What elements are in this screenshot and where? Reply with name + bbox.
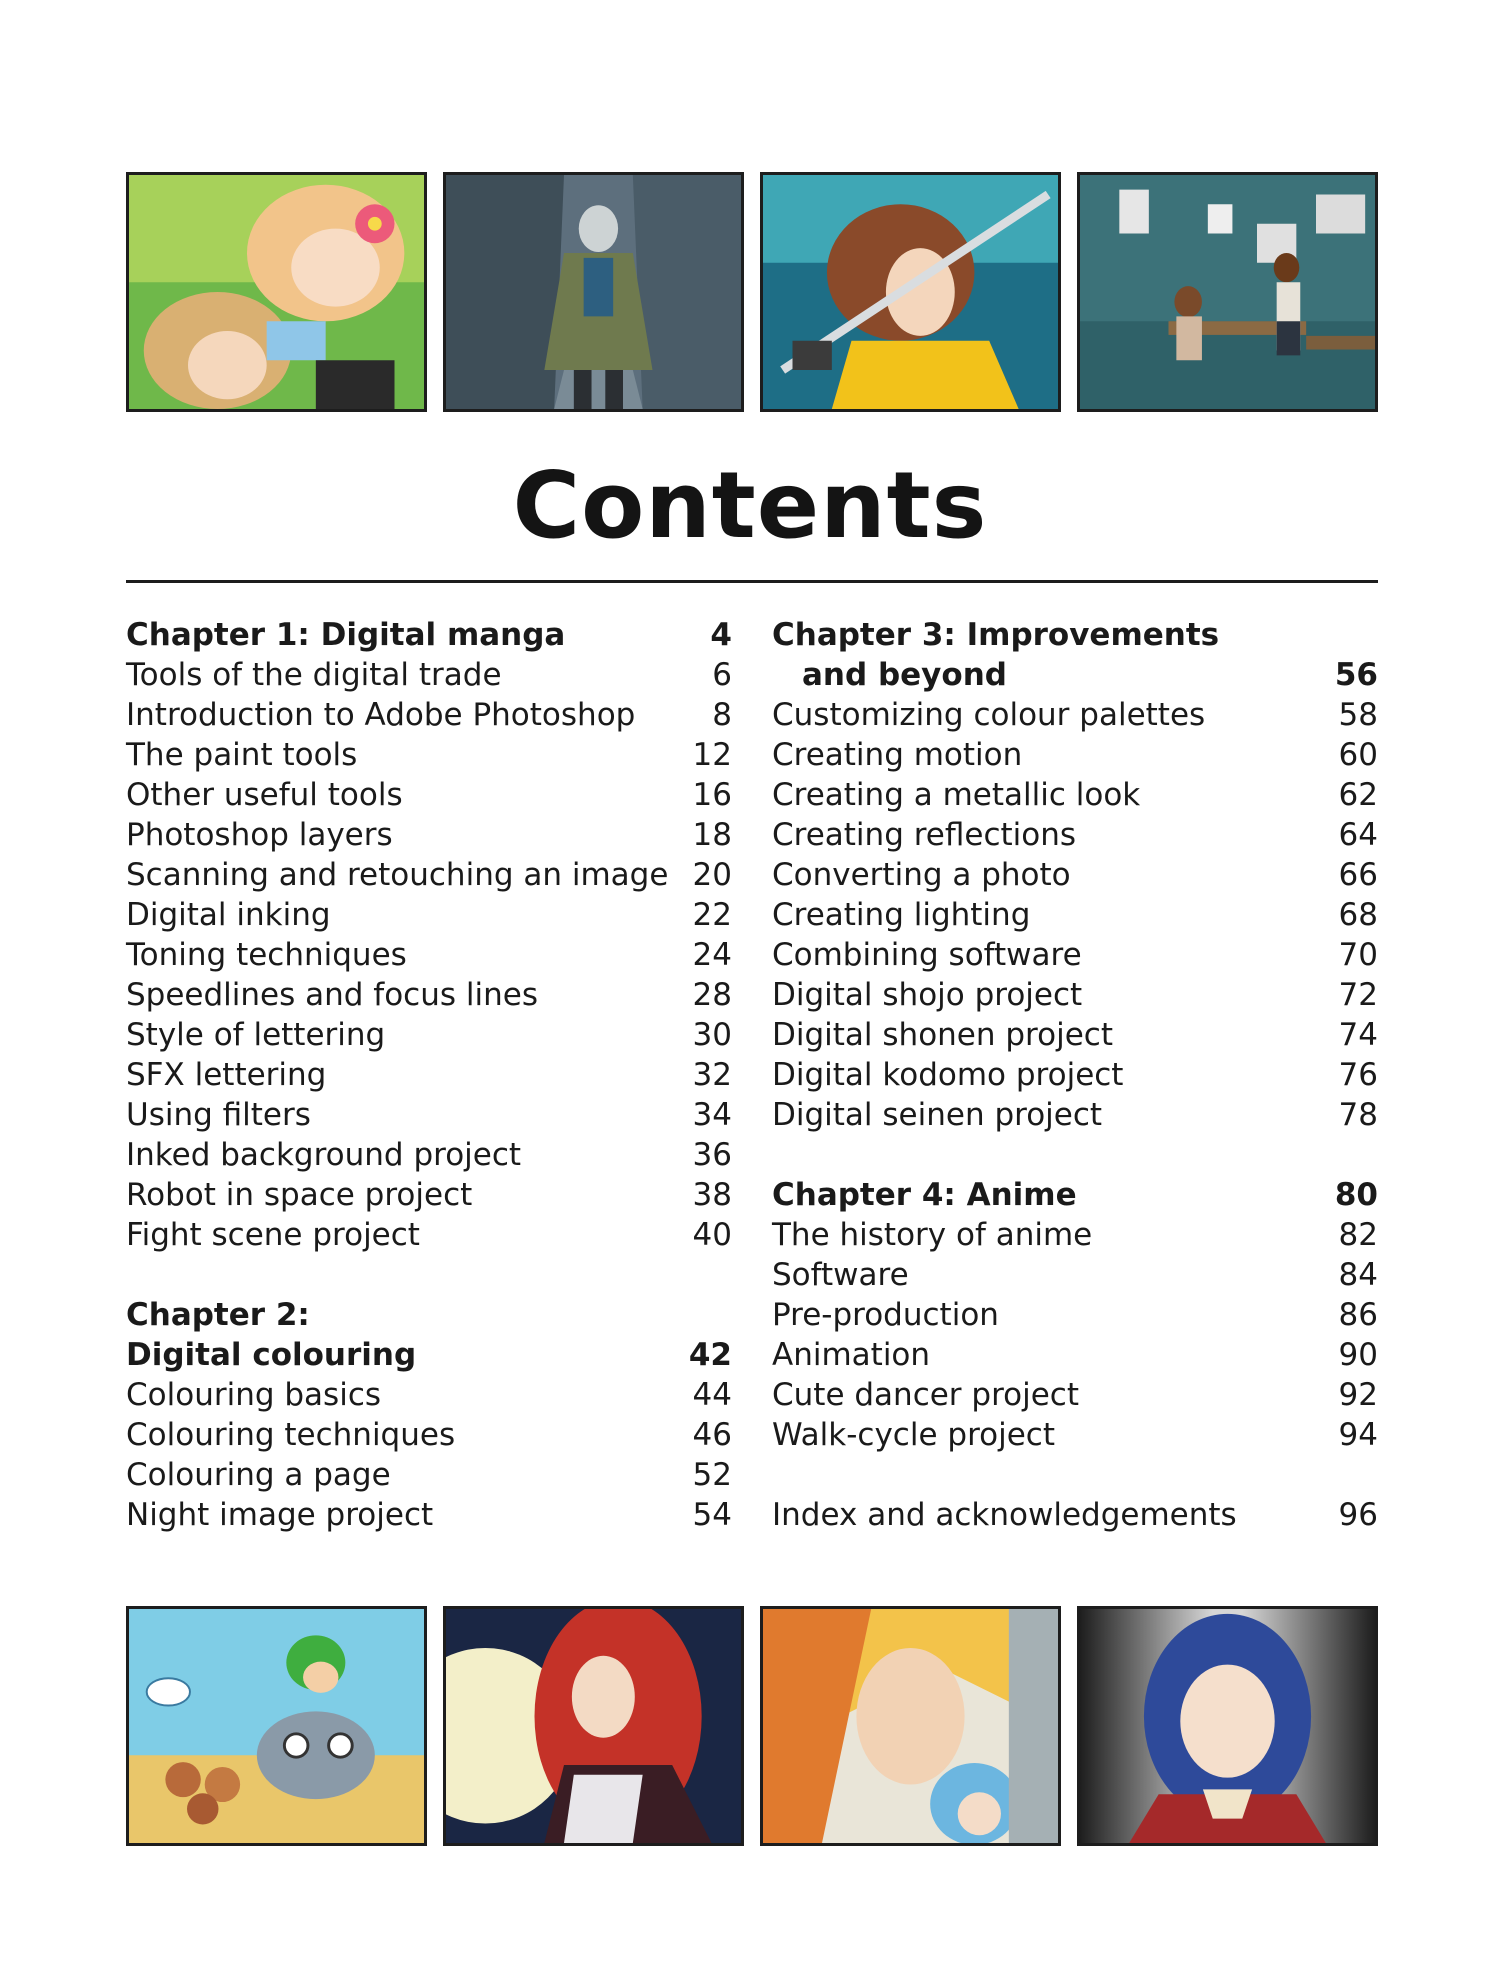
toc-entry-page: 62	[1338, 777, 1378, 813]
toc-spacer	[126, 1255, 732, 1295]
toc-entry-page: 56	[1334, 657, 1378, 693]
toc-entry-label: Creating lighting	[772, 897, 1031, 933]
toc-entry-page: 96	[1338, 1497, 1378, 1533]
toc-entry	[126, 895, 732, 935]
toc-entry-label: Inked background project	[126, 1137, 522, 1173]
toc-entry-page: 66	[1338, 857, 1378, 893]
toc-entry	[126, 695, 732, 735]
toc-entry-page: 64	[1338, 817, 1378, 853]
toc-entry-page: 36	[692, 1137, 732, 1173]
toc-entry	[772, 1495, 1378, 1535]
toc-entry-label: Chapter 4: Anime	[772, 1177, 1077, 1213]
toc-entry-label: Digital inking	[126, 897, 331, 933]
toc-entry-page: 90	[1338, 1337, 1378, 1373]
toc-entry-page: 30	[692, 1017, 732, 1053]
toc-entry-label: Animation	[772, 1337, 931, 1373]
toc-right-column	[772, 615, 1378, 1535]
toc-entry	[126, 855, 732, 895]
toc-entry-page: 28	[692, 977, 732, 1013]
manga-couple-flowers-illustration	[126, 172, 427, 412]
toc-entry	[126, 1095, 732, 1135]
toc-entry	[772, 1415, 1378, 1455]
toc-entry-label: Style of lettering	[126, 1017, 386, 1053]
toc-entry-label: Digital shojo project	[772, 977, 1083, 1013]
toc-entry-page: 24	[692, 937, 732, 973]
man-running-street-illustration	[443, 172, 744, 412]
toc-entry-page: 72	[1338, 977, 1378, 1013]
toc-entry	[772, 1015, 1378, 1055]
toc-entry	[126, 1055, 732, 1095]
toc-spacer	[772, 1455, 1378, 1495]
toc-entry	[772, 975, 1378, 1015]
toc-entry	[126, 735, 732, 775]
top-image-strip	[126, 172, 1378, 412]
page-title: Contents	[512, 452, 988, 559]
toc-entry-label: Customizing colour palettes	[772, 697, 1206, 733]
toc-entry	[772, 855, 1378, 895]
toc-entry	[772, 1055, 1378, 1095]
toc-entry-label: Index and acknowledgements	[772, 1497, 1237, 1533]
toc-entry-label: Using filters	[126, 1097, 311, 1133]
blonde-warrior-illustration	[760, 1606, 1061, 1846]
toc-entry-label: Colouring techniques	[126, 1417, 456, 1453]
kids-robot-illustration	[126, 1606, 427, 1846]
toc-entry-page: 52	[692, 1457, 732, 1493]
blue-haired-girl-illustration	[1077, 1606, 1378, 1846]
toc-entry	[126, 1175, 732, 1215]
toc-entry	[772, 655, 1378, 695]
toc-entry-page: 46	[692, 1417, 732, 1453]
toc-entry-label: Digital seinen project	[772, 1097, 1103, 1133]
toc-entry-page: 68	[1338, 897, 1378, 933]
toc-entry	[772, 1335, 1378, 1375]
toc-entry-label: Software	[772, 1257, 909, 1293]
toc-entry-page: 74	[1338, 1017, 1378, 1053]
toc-entry	[772, 1215, 1378, 1255]
toc-entry	[126, 1215, 732, 1255]
toc-entry-page: 94	[1338, 1417, 1378, 1453]
toc-entry	[126, 615, 732, 655]
classroom-scene-illustration	[1077, 172, 1378, 412]
toc-entry-label: Chapter 1: Digital manga	[126, 617, 566, 653]
toc-entry-page: 38	[692, 1177, 732, 1213]
toc-entry-page: 34	[692, 1097, 732, 1133]
toc-entry-label: Chapter 2:	[126, 1297, 310, 1333]
toc-entry-label: SFX lettering	[126, 1057, 327, 1093]
toc-entry	[772, 815, 1378, 855]
toc-entry-page: 78	[1338, 1097, 1378, 1133]
toc-entry-label: Colouring a page	[126, 1457, 391, 1493]
toc-entry	[126, 1295, 732, 1335]
toc-entry-label: Robot in space project	[126, 1177, 473, 1213]
toc-entry-page: 60	[1338, 737, 1378, 773]
toc-entry	[126, 1375, 732, 1415]
toc-entry-label: The history of anime	[772, 1217, 1093, 1253]
toc-entry-label: Fight scene project	[126, 1217, 420, 1253]
toc-entry-label: Photoshop layers	[126, 817, 393, 853]
toc-entry	[772, 1175, 1378, 1215]
toc-entry	[772, 1255, 1378, 1295]
toc-entry-page: 18	[692, 817, 732, 853]
toc-entry	[126, 935, 732, 975]
toc-entry	[772, 1295, 1378, 1335]
title-divider	[126, 580, 1378, 583]
toc-entry-label: Speedlines and focus lines	[126, 977, 538, 1013]
toc-entry-label: Pre-production	[772, 1297, 999, 1333]
toc-entry	[772, 735, 1378, 775]
toc-entry-page: 82	[1338, 1217, 1378, 1253]
toc-left-column	[126, 615, 732, 1535]
toc-entry	[772, 895, 1378, 935]
toc-entry-label: Tools of the digital trade	[126, 657, 502, 693]
red-haired-woman-moon-illustration	[443, 1606, 744, 1846]
toc-entry-label: The paint tools	[126, 737, 358, 773]
toc-entry-page: 40	[692, 1217, 732, 1253]
toc-entry-label: Cute dancer project	[772, 1377, 1080, 1413]
girl-with-sword-illustration	[760, 172, 1061, 412]
toc-entry-label: Digital colouring	[126, 1337, 417, 1373]
toc-entry	[772, 615, 1378, 655]
toc-entry-page: 70	[1338, 937, 1378, 973]
toc-entry-page: 54	[692, 1497, 732, 1533]
toc-entry	[126, 1415, 732, 1455]
toc-entry-page: 6	[712, 657, 732, 693]
toc-entry	[126, 975, 732, 1015]
toc-entry-page: 16	[692, 777, 732, 813]
toc-entry-page: 44	[692, 1377, 732, 1413]
toc-entry	[126, 775, 732, 815]
toc-entry-label: Digital shonen project	[772, 1017, 1113, 1053]
toc-entry-label: and beyond	[802, 657, 1007, 693]
toc-entry-page: 20	[692, 857, 732, 893]
toc-entry-label: Walk-cycle project	[772, 1417, 1055, 1453]
toc-entry-page: 84	[1338, 1257, 1378, 1293]
toc-entry-label: Combining software	[772, 937, 1082, 973]
toc-entry-page: 80	[1334, 1177, 1378, 1213]
toc-entry-page: 22	[692, 897, 732, 933]
toc-entry-label: Creating motion	[772, 737, 1023, 773]
toc-entry	[772, 775, 1378, 815]
toc-entry-label: Creating reflections	[772, 817, 1077, 853]
toc-entry	[126, 1015, 732, 1055]
bottom-image-strip	[126, 1606, 1378, 1846]
toc-entry-label: Introduction to Adobe Photoshop	[126, 697, 636, 733]
toc-entry-label: Colouring basics	[126, 1377, 382, 1413]
toc-entry-page: 32	[692, 1057, 732, 1093]
toc-entry	[772, 1095, 1378, 1135]
toc-entry	[772, 1375, 1378, 1415]
toc-entry-label: Other useful tools	[126, 777, 403, 813]
toc-entry	[126, 1335, 732, 1375]
toc-spacer	[772, 1135, 1378, 1175]
toc-entry	[126, 655, 732, 695]
toc-entry-label: Converting a photo	[772, 857, 1071, 893]
toc-entry-label: Digital kodomo project	[772, 1057, 1124, 1093]
toc-entry-label: Scanning and retouching an image	[126, 857, 669, 893]
toc-entry-page: 42	[688, 1337, 732, 1373]
toc-entry	[126, 815, 732, 855]
toc-entry-label: Toning techniques	[126, 937, 407, 973]
toc-entry-page: 86	[1338, 1297, 1378, 1333]
toc-entry-page: 76	[1338, 1057, 1378, 1093]
toc-entry	[126, 1455, 732, 1495]
toc-entry	[772, 935, 1378, 975]
toc-entry-page: 12	[692, 737, 732, 773]
toc-entry-label: Night image project	[126, 1497, 434, 1533]
toc-entry	[126, 1135, 732, 1175]
toc-entry-page: 58	[1338, 697, 1378, 733]
toc-entry-page: 4	[710, 617, 732, 653]
toc-entry	[772, 695, 1378, 735]
toc-entry-page: 92	[1338, 1377, 1378, 1413]
toc-entry-page: 8	[712, 697, 732, 733]
toc-entry-label: Chapter 3: Improvements	[772, 617, 1220, 653]
toc-entry	[126, 1495, 732, 1535]
toc-entry-label: Creating a metallic look	[772, 777, 1141, 813]
